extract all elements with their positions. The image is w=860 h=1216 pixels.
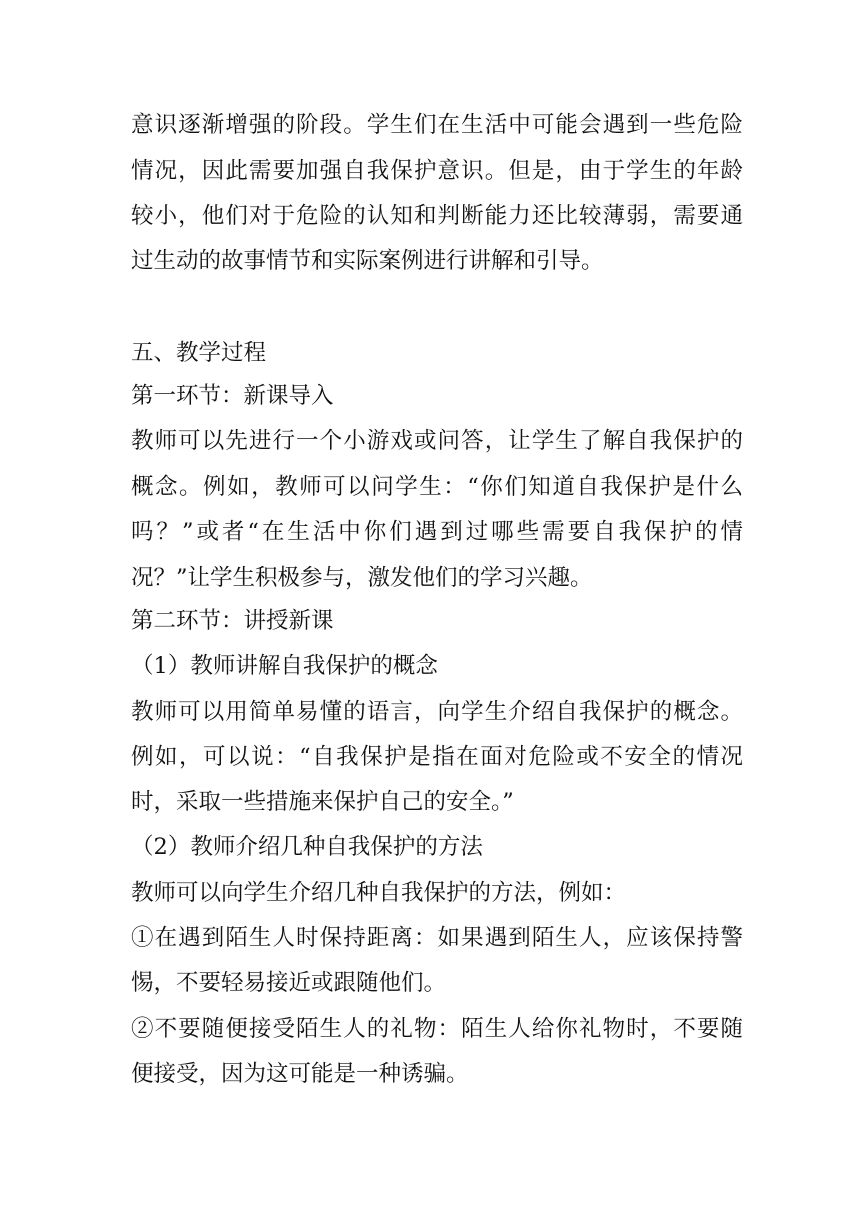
stage2-sub2-intro: 教师可以向学生介绍几种自我保护的方法，例如： (131, 880, 627, 906)
stage1-line-4: 况？”让学生积极参与，激发他们的学习兴趣。 (131, 565, 593, 591)
stage2-sub1-line-3: 时，采取一些措施来保护自己的安全。” (131, 789, 514, 815)
stage1-line-1: 教师可以先进行一个小游戏或问答，让学生了解自我保护的 (131, 428, 743, 454)
method-item-1-line-2: 惕，不要轻易接近或跟随他们。 (131, 970, 447, 996)
stage1-line-2: 概念。例如，教师可以问学生：“你们知道自我保护是什么 (131, 474, 743, 500)
stage2-sub1-line-1: 教师可以用简单易懂的语言，向学生介绍自我保护的概念。 (131, 699, 743, 725)
intro-line-3: 较小，他们对于危险的认知和判断能力还比较薄弱，需要通 (131, 203, 743, 229)
section-title: 五、教学过程 (131, 340, 267, 366)
intro-line-1: 意识逐渐增强的阶段。学生们在生活中可能会遇到一些危险 (131, 112, 743, 138)
method-item-2-line-1: ②不要随便接受陌生人的礼物：陌生人给你礼物时，不要随 (131, 1016, 743, 1042)
intro-line-4: 过生动的故事情节和实际案例进行讲解和引导。 (131, 248, 604, 274)
method-item-1-line-1: ①在遇到陌生人时保持距离：如果遇到陌生人，应该保持警 (131, 925, 743, 951)
stage2-sub1-line-2: 例如，可以说：“自我保护是指在面对危险或不安全的情况 (131, 744, 743, 770)
stage1-title: 第一环节：新课导入 (131, 383, 334, 409)
stage1-line-3: 吗？”或者“在生活中你们遇到过哪些需要自我保护的情 (131, 519, 743, 545)
intro-line-2: 情况，因此需要加强自我保护意识。但是，由于学生的年龄 (131, 158, 743, 184)
stage2-title: 第二环节：讲授新课 (131, 608, 334, 634)
stage2-sub2-title: （2）教师介绍几种自我保护的方法 (131, 834, 483, 860)
method-item-2-line-2: 便接受，因为这可能是一种诱骗。 (131, 1061, 469, 1087)
stage2-sub1-title: （1）教师讲解自我保护的概念 (131, 653, 438, 679)
